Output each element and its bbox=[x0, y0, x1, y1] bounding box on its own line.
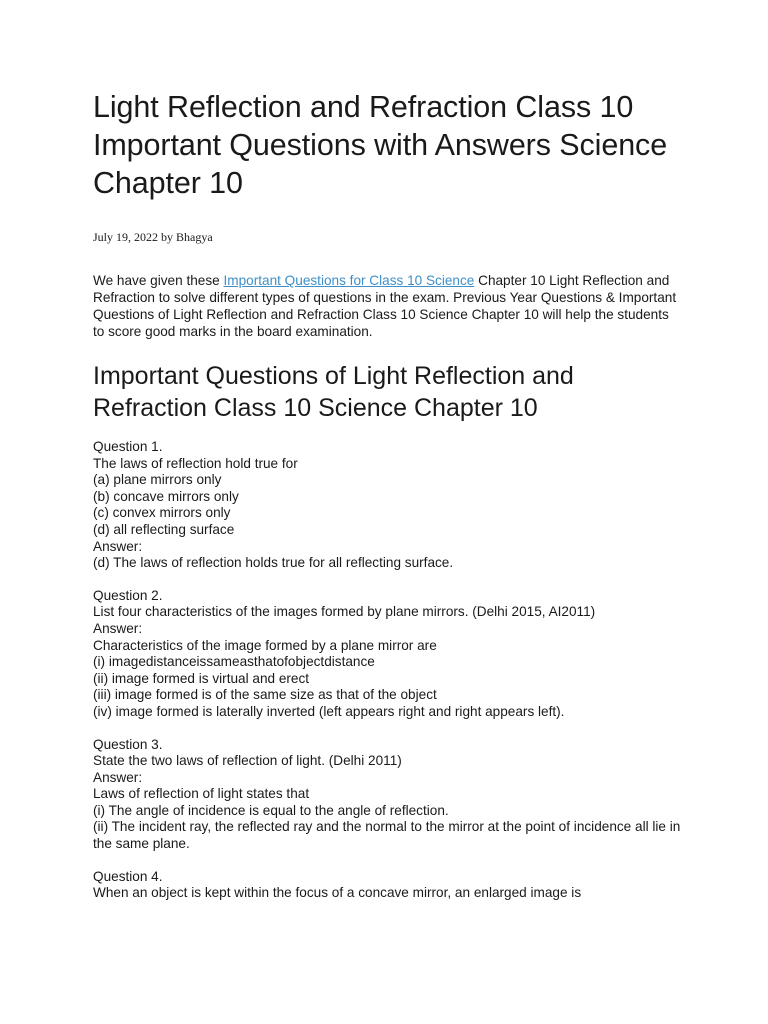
answer-line: Characteristics of the image formed by a plane mirror are bbox=[93, 637, 437, 653]
question-label: Question 3. bbox=[93, 736, 163, 752]
question-label: Question 1. bbox=[93, 439, 163, 454]
option-a: (a) plane mirrors only bbox=[93, 472, 222, 488]
article-title: Light Reflection and Refraction Class 10 Important Questions with Answers Science Chapter 10 bbox=[93, 90, 668, 200]
answer-line: (i) The angle of incidence is equal to the angle of reflection. bbox=[93, 802, 449, 818]
question-text: The laws of reflection hold true for bbox=[93, 455, 298, 471]
option-c: (c) convex mirrors only bbox=[93, 505, 231, 521]
article-byline: July 19, 2022 by Bhagya bbox=[93, 230, 213, 244]
option-b: (b) concave mirrors only bbox=[93, 488, 239, 504]
answer-label: Answer: bbox=[93, 620, 143, 636]
answer-label: Answer: bbox=[93, 538, 143, 554]
answer-line: (i) imagedistanceissameasthatofobjectdistance bbox=[93, 654, 375, 670]
article bbox=[93, 88, 683, 902]
question-label: Question 2. bbox=[93, 587, 163, 603]
question-text: List four characteristics of the images formed by plane mirrors. (Delhi 2015, AI2011) bbox=[93, 604, 596, 620]
question-block-1 bbox=[93, 439, 683, 572]
question-label: Question 4. bbox=[93, 868, 163, 884]
important-questions-link[interactable]: Important Questions for Class 10 Science bbox=[223, 273, 475, 288]
answer-line: (ii) The incident ray, the reflected ray and the normal to the mirror at the point of incidence all lie in the same plane. bbox=[93, 819, 681, 852]
question-text: State the two laws of reflection of light. (Delhi 2011) bbox=[93, 753, 402, 769]
question-block-2 bbox=[93, 588, 683, 721]
section-heading: Important Questions of Light Reflection and Refraction Class 10 Science Chapter 10 bbox=[93, 362, 574, 422]
intro-text-start: We have given these bbox=[93, 273, 224, 288]
answer-label: Answer: bbox=[93, 769, 143, 785]
option-d: (d) all reflecting surface bbox=[93, 521, 235, 537]
question-text: When an object is kept within the focus of a concave mirror, an enlarged image is bbox=[93, 885, 582, 901]
answer-line: (ii) image formed is virtual and erect bbox=[93, 670, 310, 686]
question-block-4 bbox=[93, 869, 683, 902]
question-block-3 bbox=[93, 737, 683, 853]
intro-text-end: Chapter 10 Light Reflection and Refraction to solve different types of questions in the exam. Previous Year Questions & Important Questions of Light Reflection and Refraction Class 10 Science Chapter 10 will help the students to score good marks in the board examination. bbox=[93, 273, 677, 339]
intro-paragraph bbox=[93, 272, 683, 340]
answer-line: Laws of reflection of light states that bbox=[93, 786, 310, 802]
answer-line: (iv) image formed is laterally inverted (left appears right and right appears left). bbox=[93, 703, 565, 719]
answer-line: (d) The laws of reflection holds true for all reflecting surface. bbox=[93, 555, 454, 571]
answer-line: (iii) image formed is of the same size as that of the object bbox=[93, 687, 437, 703]
